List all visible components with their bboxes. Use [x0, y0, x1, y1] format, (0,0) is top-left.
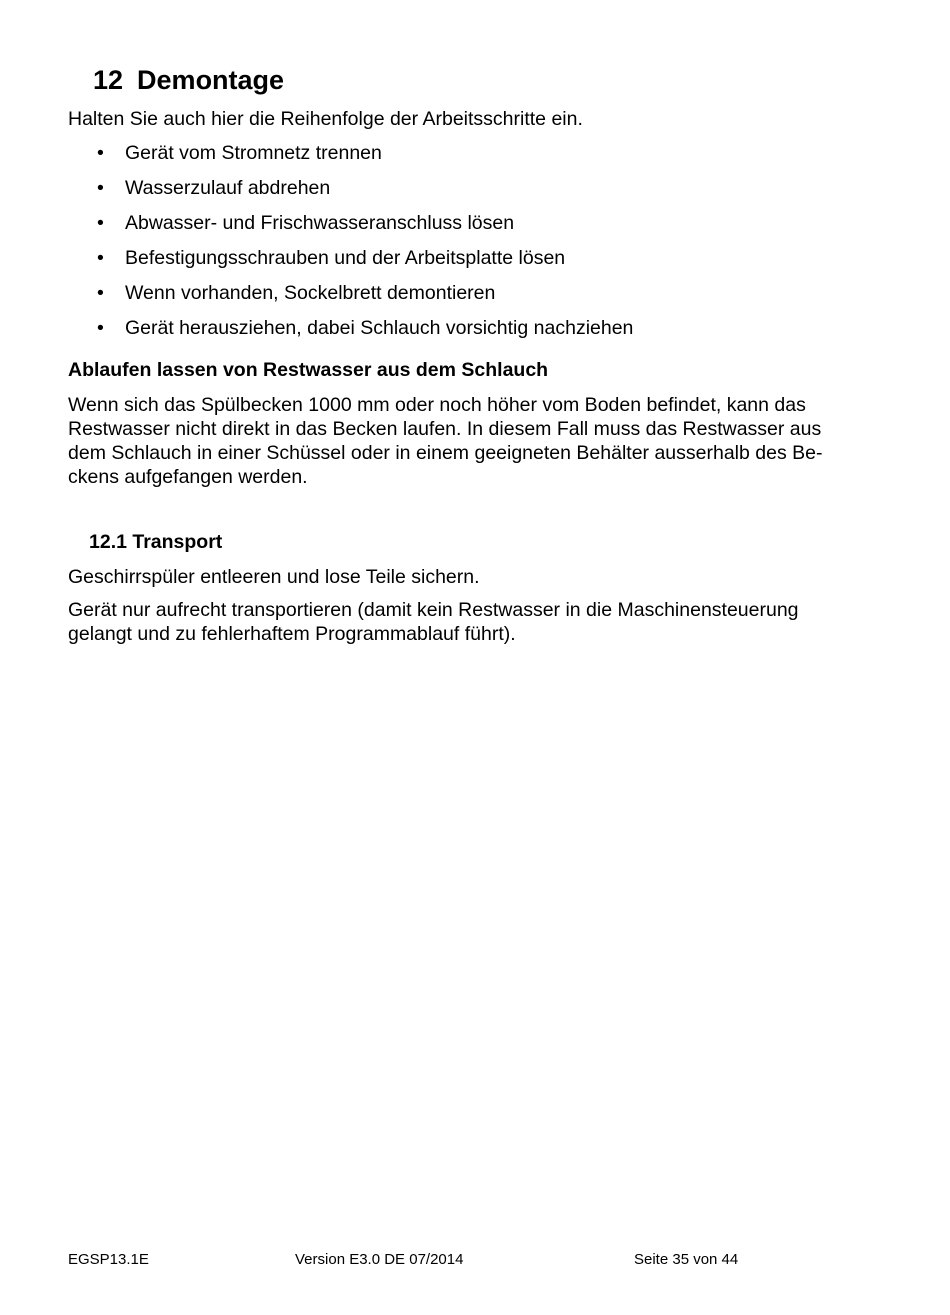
- footer-model: EGSP13.1E: [68, 1251, 149, 1268]
- paragraph-line: Gerät nur aufrecht transportieren (damit kein Restwasser in die Maschinensteuerung: [68, 599, 799, 621]
- step-label: Gerät vom Stromnetz trennen: [125, 142, 382, 164]
- paragraph-line: dem Schlauch in einer Schüssel oder in einem geeigneten Behälter ausserhalb des Be-: [68, 442, 823, 464]
- drain-section-title: Ablaufen lassen von Restwasser aus dem Schlauch: [68, 359, 549, 381]
- step-label: Befestigungsschrauben und der Arbeitsplatte lösen: [125, 247, 566, 269]
- bullet-icon: •: [97, 282, 104, 304]
- paragraph-line: Restwasser nicht direkt in das Becken laufen. In diesem Fall muss das Restwasser aus: [68, 418, 822, 440]
- transport-heading: 12.1 Transport: [89, 531, 223, 553]
- step-label: Gerät herausziehen, dabei Schlauch vorsichtig nachziehen: [125, 317, 634, 339]
- chapter-number: 12: [93, 65, 124, 95]
- step-label: Abwasser- und Frischwasseranschluss lösen: [125, 212, 515, 234]
- bullet-icon: •: [97, 177, 104, 199]
- step-label: Wenn vorhanden, Sockelbrett demontieren: [125, 282, 496, 304]
- bullet-icon: •: [97, 142, 104, 164]
- transport-text: Geschirrspüler entleeren und lose Teile sichern.: [68, 566, 480, 588]
- footer-version: Version E3.0 DE 07/2014: [295, 1251, 464, 1268]
- paragraph-line: Wenn sich das Spülbecken 1000 mm oder noch höher vom Boden befindet, kann das: [68, 394, 806, 416]
- transport-paragraph: [68, 598, 878, 646]
- paragraph-line: ckens aufgefangen werden.: [68, 466, 308, 488]
- bullet-icon: •: [97, 317, 104, 339]
- bullet-icon: •: [97, 212, 104, 234]
- intro-text: Halten Sie auch hier die Reihenfolge der Arbeitsschritte ein.: [68, 108, 583, 130]
- chapter-heading: [93, 62, 284, 98]
- footer-page-number: Seite 35 von 44: [634, 1251, 739, 1268]
- chapter-title: Demontage: [137, 65, 285, 95]
- paragraph-line: gelangt und zu fehlerhaftem Programmablauf führt).: [68, 623, 516, 645]
- step-label: Wasserzulauf abdrehen: [125, 177, 331, 199]
- bullet-icon: •: [97, 247, 104, 269]
- drain-paragraph: [68, 393, 878, 489]
